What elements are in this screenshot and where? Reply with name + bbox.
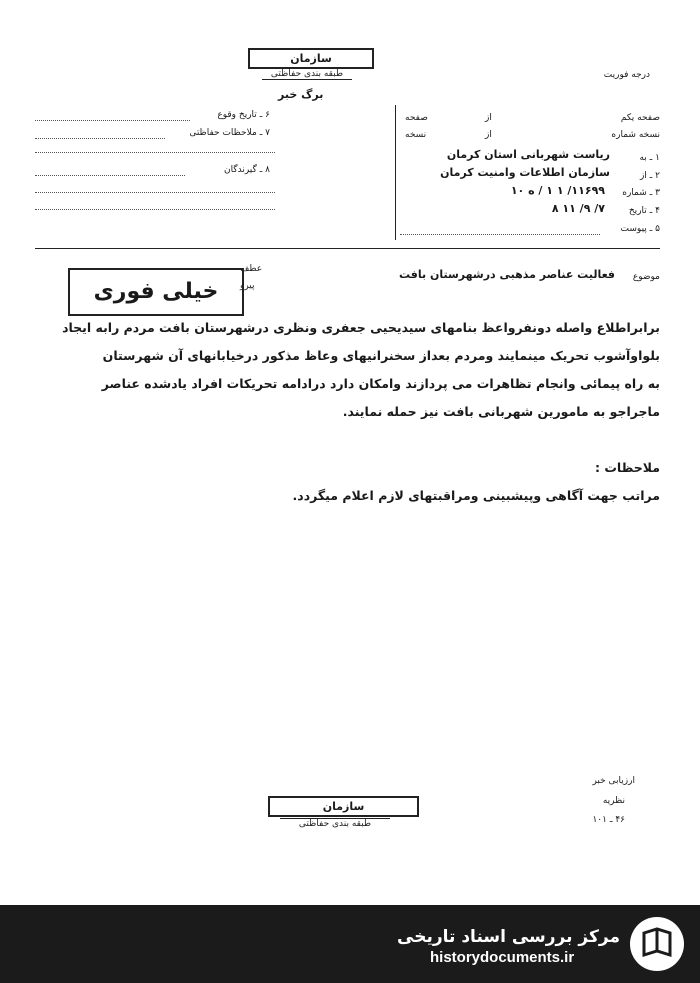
body-line-3: به راه پیمائی وانجام تظاهرات می پردازند وامکان دارد درادامه تحریکات افراد یادشده عناصر bbox=[101, 376, 660, 391]
remarks-text: مراتب جهت آگاهی وپیشبینی ومراقبتهای لازم اعلام میگردد. bbox=[292, 488, 660, 503]
bottom-classification: طبقه بندی حفاظتی bbox=[280, 818, 390, 829]
field-1-value: ریاست شهربانی استان کرمان bbox=[446, 148, 610, 161]
field-3-label: ۳ ـ شماره bbox=[622, 188, 660, 198]
urgent-stamp: خیلی فوری bbox=[68, 268, 244, 316]
field-2-label: ۲ ـ از bbox=[639, 171, 660, 181]
field-1-label: ۱ ـ به bbox=[639, 153, 660, 163]
footer-site: historydocuments.ir bbox=[430, 949, 575, 966]
field-8-line2 bbox=[35, 192, 275, 193]
copy-unit: نسخه bbox=[405, 130, 427, 140]
field-4-label: ۴ ـ تاریخ bbox=[628, 206, 660, 216]
body-line-2: بلواوآشوب تحریک مینمایند ومردم بعداز سخنرانیهای وعاظ مذکور درخیابانهای آن شهرستان bbox=[102, 348, 660, 363]
field-7-label: ۷ ـ ملاحظات حفاظتی bbox=[189, 128, 270, 138]
field-3-value: ۱۱۶۹۹/ ۱ ۱ / ه ۱۰ bbox=[510, 184, 605, 197]
form-title: برگ خبر bbox=[278, 88, 324, 101]
paper-label: پیرو bbox=[240, 281, 255, 291]
body-line-1: برابراطلاع واصله دونفرواعظ بنامهای سیدیحیی جعفری ونظری درشهرستان بافت مردم رابه ایجاد bbox=[62, 320, 660, 335]
field-5-label: ۵ ـ پیوست bbox=[620, 224, 660, 234]
field-8-label: ۸ ـ گیرندگان bbox=[223, 165, 270, 175]
document-code: ۴۶ ـ ۱۰۱ bbox=[592, 815, 625, 825]
classification-label: طبقه بندی حفاظتی bbox=[262, 68, 352, 80]
footer-org: مرکز بررسی اسناد تاریخی bbox=[397, 927, 620, 947]
bottom-stamp: سازمان bbox=[268, 796, 419, 817]
field-7-line2 bbox=[35, 152, 275, 153]
copy-from: از bbox=[485, 130, 492, 140]
body-line-4: ماجراجو به مامورین شهربانی بافت نیز حمله نمایند. bbox=[342, 404, 660, 419]
field-5-line bbox=[400, 234, 600, 235]
footer-watermark bbox=[0, 905, 700, 983]
field-4-value: ۷/ ۹/ ۱۱ ۸ bbox=[551, 202, 605, 215]
field-2-value: سازمان اطلاعات وامنیت کرمان bbox=[440, 166, 610, 179]
evaluation-label: ارزیابی خبر bbox=[592, 776, 635, 786]
page-unit: صفحه bbox=[405, 113, 428, 123]
header-rule bbox=[35, 248, 660, 249]
page-label: صفحه یکم bbox=[620, 113, 660, 123]
subject-label: موضوع bbox=[632, 272, 660, 282]
field-7-line bbox=[35, 138, 165, 139]
archive-logo-icon bbox=[630, 917, 684, 971]
field-6-label: ۶ ـ تاریخ وقوع bbox=[217, 110, 270, 120]
page-from: از bbox=[485, 113, 492, 123]
header-divider bbox=[395, 105, 396, 240]
top-stamp: سازمان bbox=[248, 48, 374, 69]
field-8-line3 bbox=[35, 209, 275, 210]
urgency-label: درجه فوریت bbox=[603, 70, 650, 80]
field-8-line bbox=[35, 175, 185, 176]
field-6-line bbox=[35, 120, 190, 121]
opinion-label: نظریه bbox=[602, 796, 625, 806]
copy-label: نسخه شماره bbox=[611, 130, 660, 140]
subject-value: فعالیت عناصر مذهبی درشهرستان بافت bbox=[399, 268, 615, 281]
remarks-label: ملاحظات : bbox=[594, 460, 660, 475]
atf-label: عطف bbox=[240, 264, 263, 274]
